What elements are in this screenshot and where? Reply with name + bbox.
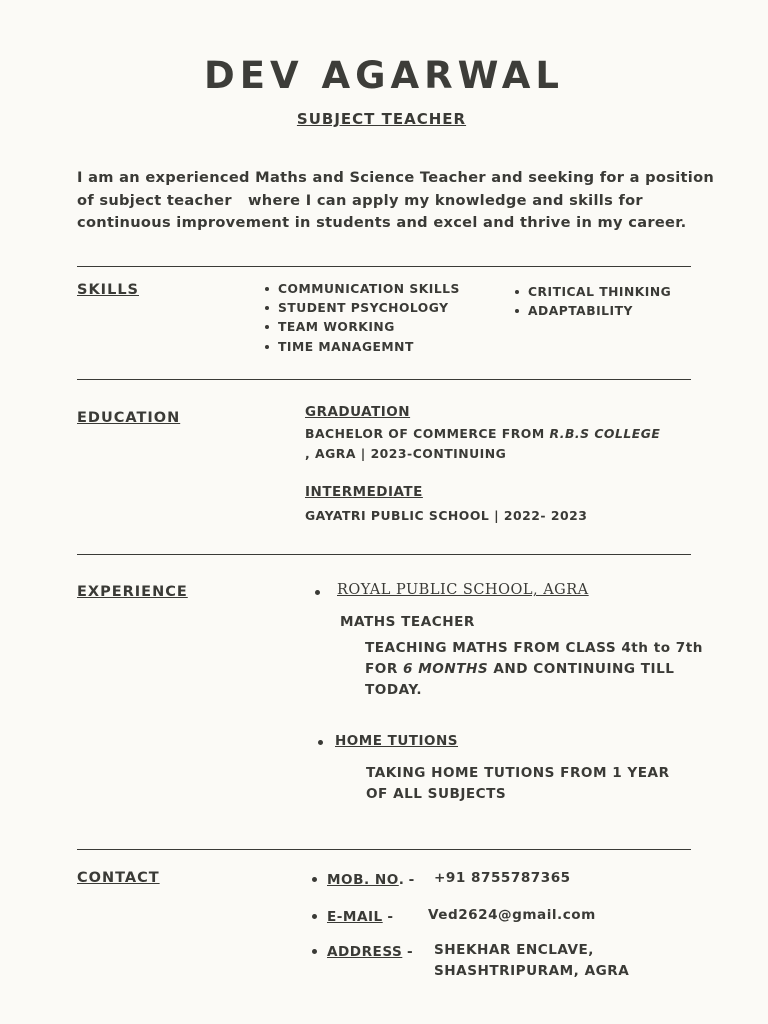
desc-line: TAKING HOME TUTIONS FROM 1 YEAR bbox=[366, 765, 670, 781]
contact-heading: CONTACT bbox=[77, 870, 160, 886]
address-line: SHEKHAR ENCLAVE, bbox=[434, 942, 594, 958]
graduation-detail bbox=[305, 424, 705, 464]
skill-item: TEAM WORKING bbox=[264, 318, 460, 337]
skill-item: TIME MANAGEMNT bbox=[264, 338, 460, 357]
skill-item: COMMUNICATION SKILLS bbox=[264, 280, 460, 299]
mobile-number[interactable]: +91 8755787365 bbox=[434, 870, 571, 886]
divider bbox=[77, 849, 691, 850]
desc-line: TEACHING MATHS FROM CLASS 4th to 7th bbox=[365, 640, 703, 656]
bullet-icon bbox=[318, 740, 323, 745]
mobile-row bbox=[327, 869, 414, 888]
desc-line: TODAY. bbox=[365, 682, 423, 698]
mobile-label: MOB. NO bbox=[327, 872, 399, 888]
job-description bbox=[365, 638, 725, 701]
home-tutions-title: HOME TUTIONS bbox=[335, 733, 459, 749]
address-text bbox=[434, 940, 629, 982]
desc-duration: 6 MONTHS bbox=[403, 661, 489, 677]
skills-list-1 bbox=[264, 280, 460, 357]
desc-for: FOR bbox=[365, 661, 404, 677]
person-name: DEV AGARWAL bbox=[204, 54, 564, 97]
skill-item: ADAPTABILITY bbox=[514, 302, 671, 321]
graduation-title: GRADUATION bbox=[305, 404, 411, 420]
skill-item: CRITICAL THINKING bbox=[514, 283, 671, 302]
location-years: , AGRA | 2023-CONTINUING bbox=[305, 446, 507, 461]
bullet-icon bbox=[315, 590, 320, 595]
desc-line: OF ALL SUBJECTS bbox=[366, 786, 507, 802]
divider bbox=[77, 554, 691, 555]
separator: - bbox=[382, 909, 394, 925]
email-row bbox=[327, 906, 393, 925]
intermediate-detail: GAYATRI PUBLIC SCHOOL | 2022- 2023 bbox=[305, 508, 588, 523]
profile-summary: I am an experienced Maths and Science Teacher and seeking for a position of subject teacher where I can apply my knowledge and skills for continuous improvement in students and excel and thrive in my career. bbox=[77, 169, 720, 232]
separator: - bbox=[402, 944, 413, 960]
separator: . - bbox=[398, 872, 415, 888]
college-name: R.B.S COLLEGE bbox=[549, 426, 661, 441]
bullet-icon bbox=[312, 877, 317, 882]
address-line: SHASHTRIPURAM, AGRA bbox=[434, 963, 630, 979]
divider bbox=[77, 379, 691, 380]
experience-heading: EXPERIENCE bbox=[77, 584, 188, 600]
intermediate-title: INTERMEDIATE bbox=[305, 484, 423, 500]
address-row bbox=[327, 941, 413, 960]
school-name: ROYAL PUBLIC SCHOOL, AGRA bbox=[337, 582, 589, 598]
degree-text: BACHELOR OF COMMERCE FROM bbox=[305, 426, 550, 441]
address-label: ADDRESS bbox=[327, 944, 403, 960]
education-heading: EDUCATION bbox=[77, 410, 181, 426]
job-title: SUBJECT TEACHER bbox=[296, 110, 467, 128]
bullet-icon bbox=[312, 914, 317, 919]
email-address[interactable]: Ved2624@gmail.com bbox=[428, 907, 596, 923]
skills-heading: SKILLS bbox=[77, 282, 139, 298]
desc-rest: AND CONTINUING TILL bbox=[488, 661, 675, 677]
divider bbox=[77, 266, 691, 267]
skill-item: STUDENT PSYCHOLOGY bbox=[264, 299, 460, 318]
bullet-icon bbox=[312, 949, 317, 954]
email-label: E-MAIL bbox=[327, 909, 383, 925]
job-role: MATHS TEACHER bbox=[340, 614, 475, 630]
home-tutions-description bbox=[366, 763, 706, 805]
skills-list-2 bbox=[514, 283, 671, 321]
